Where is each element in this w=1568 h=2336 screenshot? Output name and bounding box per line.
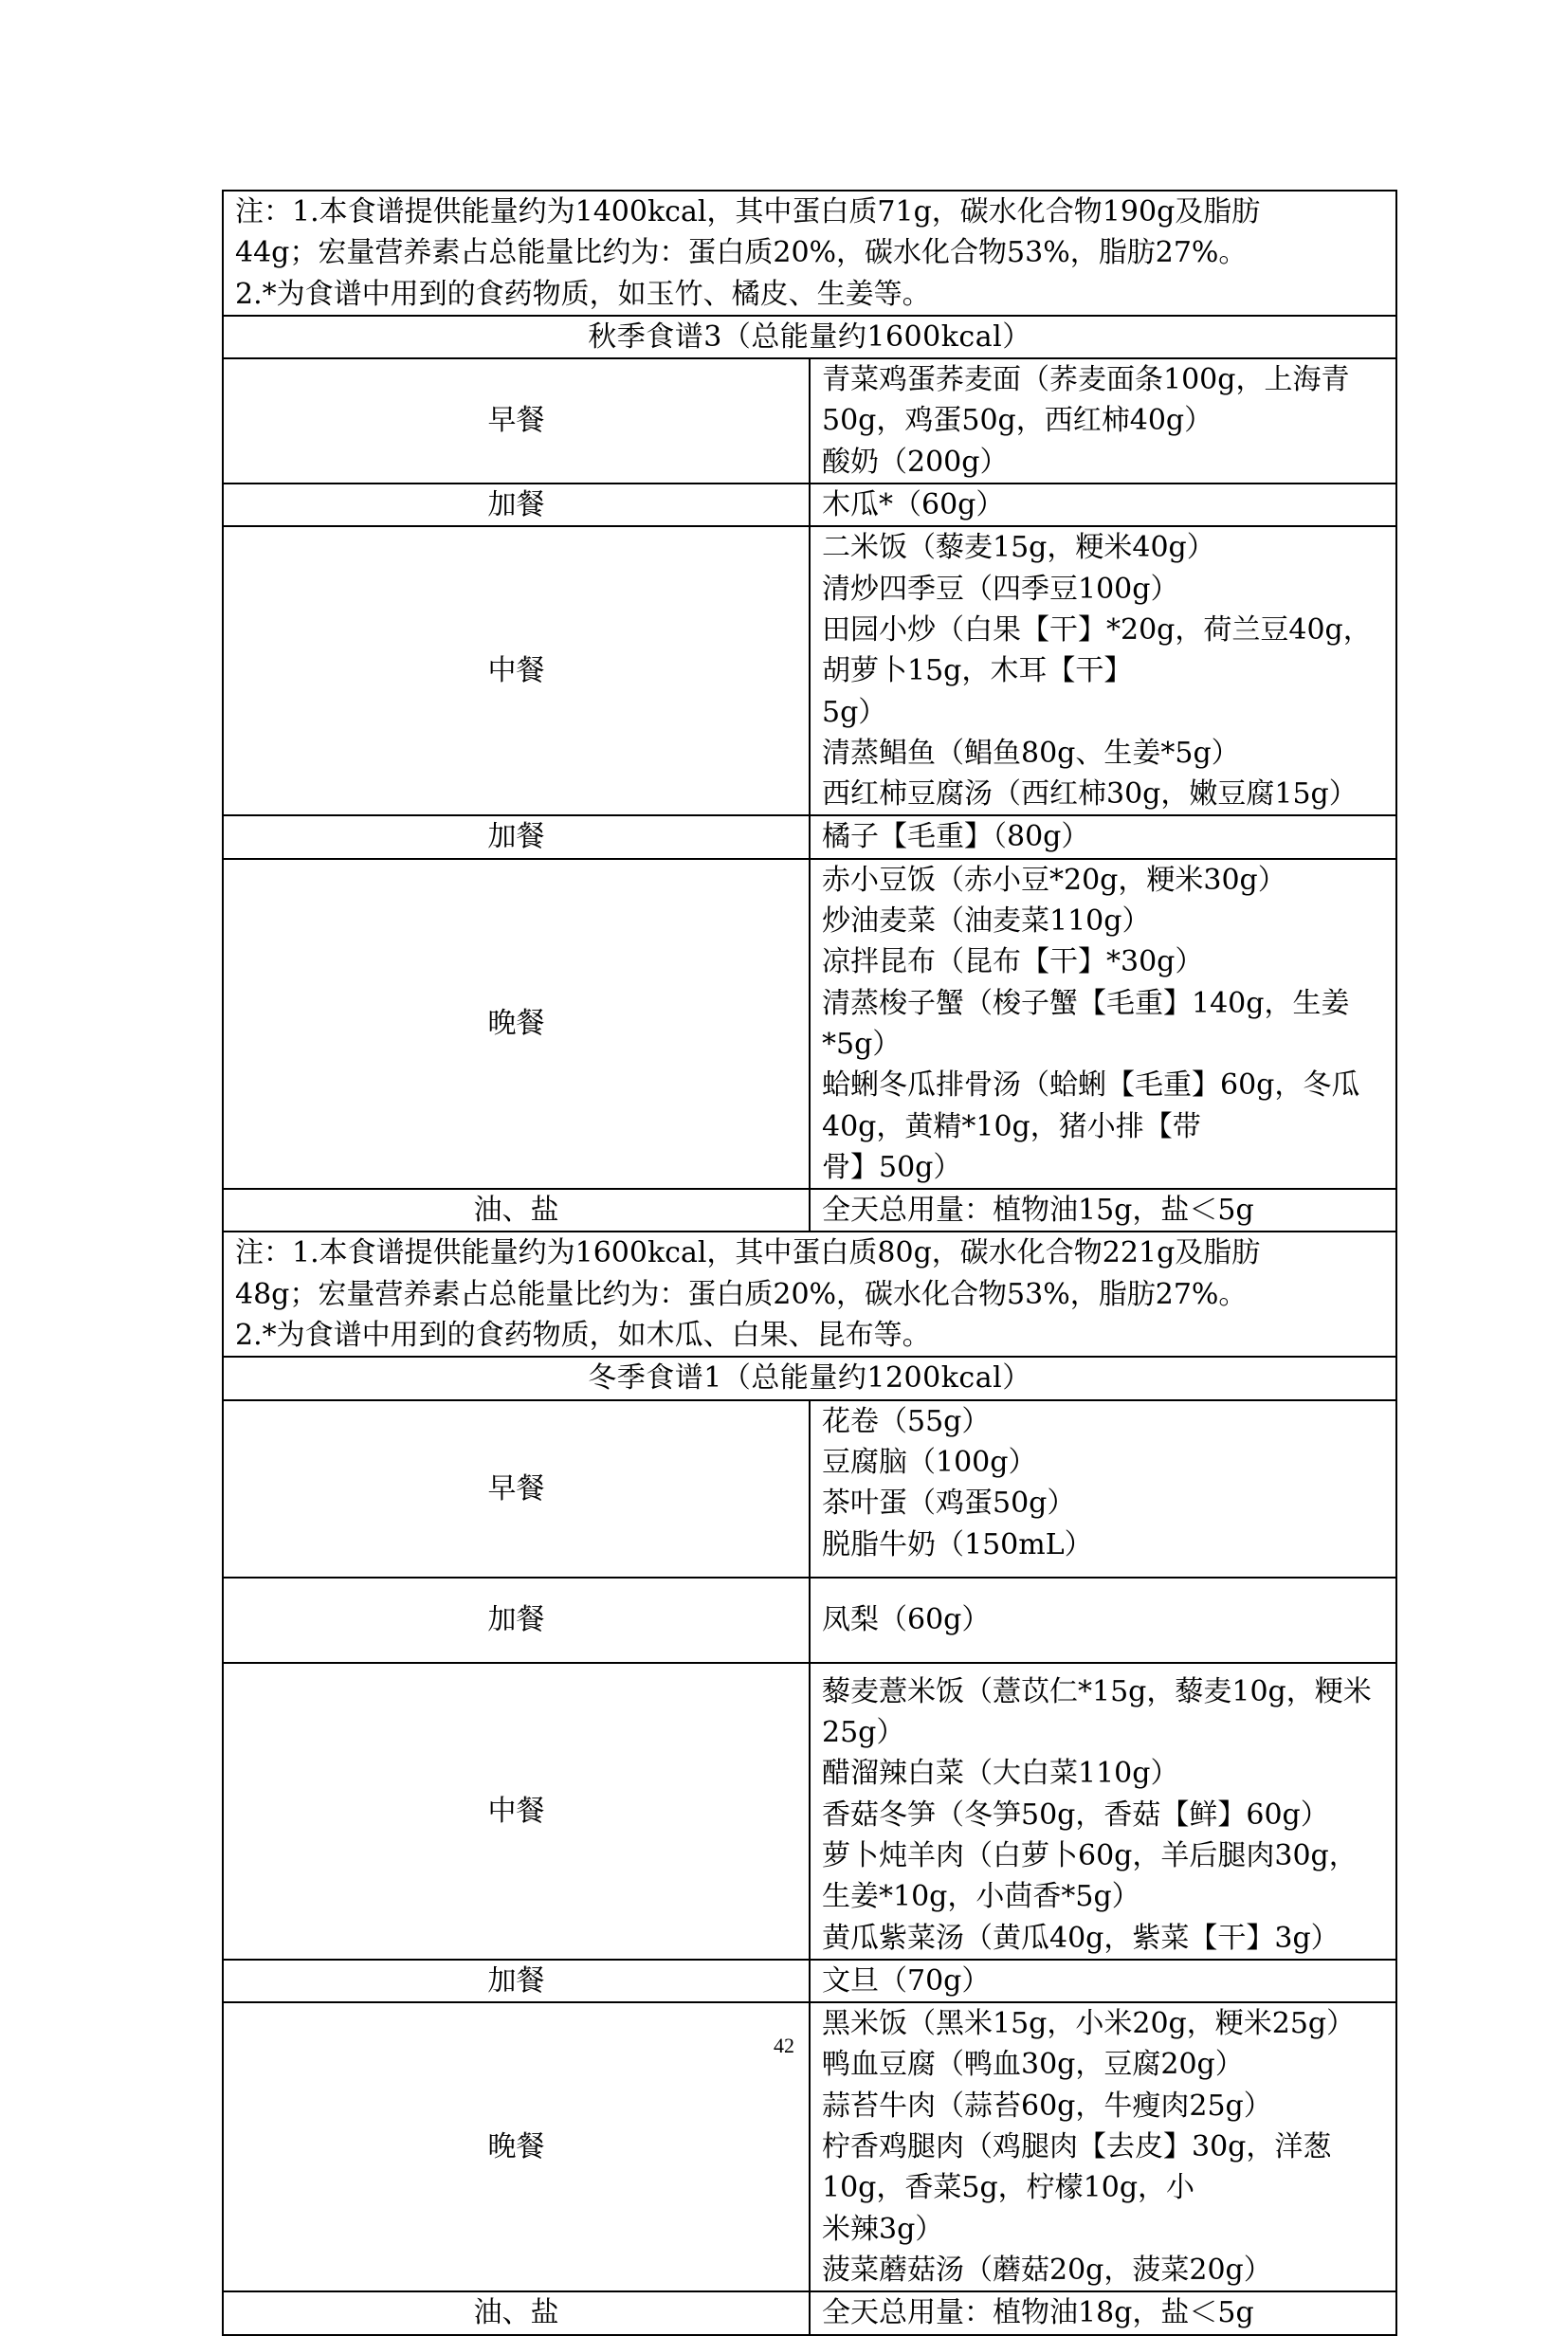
food-item: 茶叶蛋（鸡蛋50g） (822, 1487, 1076, 1521)
food-item: 蒜苔牛肉（蒜苔60g，牛瘦肉25g） (822, 2089, 1272, 2123)
meal-items (810, 358, 1396, 484)
food-item: 萝卜炖羊肉（白萝卜60g，羊后腿肉30g，生姜*10g，小茴香*5g） (822, 1838, 1358, 1914)
food-item: 鸭血豆腐（鸭血30g，豆腐20g） (822, 2048, 1244, 2082)
meal-items (810, 2291, 1396, 2334)
note-cell (223, 1232, 1396, 1357)
food-item: 橘子【毛重】（80g） (822, 820, 1090, 854)
food-item: 5g） (822, 695, 887, 729)
food-item: 黄瓜紫菜汤（黄瓜40g，紫菜【干】3g） (822, 1921, 1340, 1955)
food-item: 酸奶（200g） (822, 445, 1009, 479)
food-item: 黑米饭（黑米15g，小米20g，粳米25g） (822, 2007, 1356, 2041)
meal-label: 油、盐 (223, 2291, 810, 2334)
food-item: 藜麦薏米饭（薏苡仁*15g，藜麦10g，粳米25g） (822, 1674, 1372, 1750)
meal-items (810, 484, 1396, 526)
meal-label: 加餐 (223, 1960, 810, 2002)
note-row (223, 191, 1396, 316)
food-item: 豆腐脑（100g） (822, 1445, 1037, 1479)
food-item: 青菜鸡蛋荞麦面（荞麦面条100g，上海青50g，鸡蛋50g，西红柿40g） (822, 363, 1350, 438)
meal-row (223, 1578, 1396, 1663)
food-item: 蛤蜊冬瓜排骨汤（蛤蜊【毛重】60g，冬瓜40g，黄精*10g，猪小排【带 (822, 1068, 1360, 1143)
section-title: 秋季食谱3（总能量约1600kcal） (223, 316, 1396, 358)
meal-label: 油、盐 (223, 1189, 810, 1232)
note-cell (223, 191, 1396, 316)
food-item: 田园小炒（白果【干】*20g，荷兰豆40g，胡萝卜15g，木耳【干】 (822, 612, 1372, 688)
note-line: 44g；宏量营养素占总能量比约为：蛋白质20%，碳水化合物53%，脂肪27%。 (235, 236, 1248, 270)
section-title: 冬季食谱1（总能量约1200kcal） (223, 1357, 1396, 1399)
meal-row (223, 859, 1396, 1189)
food-item: 凉拌昆布（昆布【干】*30g） (822, 945, 1204, 979)
meal-label: 加餐 (223, 484, 810, 526)
meal-row (223, 1960, 1396, 2002)
food-item: 醋溜辣白菜（大白菜110g） (822, 1757, 1179, 1791)
food-item: 柠香鸡腿肉（鸡腿肉【去皮】30g，洋葱10g，香菜5g，柠檬10g，小 (822, 2130, 1332, 2205)
food-item: 赤小豆饭（赤小豆*20g，粳米30g） (822, 863, 1286, 897)
food-item: 米辣3g） (822, 2212, 944, 2246)
food-item: 清炒四季豆（四季豆100g） (822, 572, 1179, 606)
food-item: 菠菜蘑菇汤（蘑菇20g，菠菜20g） (822, 2253, 1272, 2287)
food-item: 西红柿豆腐汤（西红柿30g，嫩豆腐15g） (822, 777, 1358, 812)
meal-row (223, 815, 1396, 858)
meal-label: 加餐 (223, 1578, 810, 1663)
food-item: 香菇冬笋（冬笋50g，香菇【鲜】60g） (822, 1798, 1329, 1832)
food-item: 骨】50g） (822, 1150, 962, 1184)
meal-label: 加餐 (223, 815, 810, 858)
note-line: 48g；宏量营养素占总能量比约为：蛋白质20%，碳水化合物53%，脂肪27%。 (235, 1277, 1248, 1311)
meal-row (223, 1663, 1396, 1960)
meal-items (810, 1578, 1396, 1663)
note-line: 2.*为食谱中用到的食药物质，如木瓜、白果、昆布等。 (235, 1319, 931, 1353)
food-item: 脱脂牛奶（150mL） (822, 1527, 1093, 1561)
note-line: 注：1.本食谱提供能量约为1400kcal，其中蛋白质71g，碳水化合物190g及脂肪 (235, 195, 1261, 228)
recipe-table (222, 190, 1397, 2336)
meal-items (810, 1960, 1396, 2002)
section-title-row (223, 1357, 1396, 1399)
meal-row (223, 484, 1396, 526)
food-item: 清蒸梭子蟹（梭子蟹【毛重】140g，生姜*5g） (822, 986, 1350, 1061)
food-item: 全天总用量：植物油18g，盐＜5g (822, 2296, 1254, 2330)
meal-label: 中餐 (223, 526, 810, 815)
meal-row (223, 358, 1396, 484)
meal-items (810, 1400, 1396, 1578)
food-item: 花卷（55g） (822, 1404, 991, 1438)
food-item: 炒油麦菜（油麦菜110g） (822, 904, 1151, 939)
meal-items (810, 815, 1396, 858)
page-number: 42 (774, 2034, 794, 2057)
meal-label: 早餐 (223, 358, 810, 484)
meal-row (223, 1189, 1396, 1232)
meal-label: 晚餐 (223, 2002, 810, 2291)
meal-items (810, 859, 1396, 1189)
meal-row (223, 526, 1396, 815)
note-row (223, 1232, 1396, 1357)
food-item: 凤梨（60g） (822, 1603, 991, 1637)
meal-items (810, 1189, 1396, 1232)
meal-row (223, 2291, 1396, 2334)
section-title-row (223, 316, 1396, 358)
meal-row (223, 1400, 1396, 1578)
meal-label: 早餐 (223, 1400, 810, 1578)
meal-items (810, 1663, 1396, 1960)
note-line: 注：1.本食谱提供能量约为1600kcal，其中蛋白质80g，碳水化合物221g及脂肪 (235, 1236, 1261, 1270)
food-item: 二米饭（藜麦15g，粳米40g） (822, 531, 1215, 565)
food-item: 木瓜*（60g） (822, 488, 1005, 522)
meal-label: 晚餐 (223, 859, 810, 1189)
food-item: 文旦（70g） (822, 1963, 991, 1998)
meal-label: 中餐 (223, 1663, 810, 1960)
food-item: 全天总用量：植物油15g，盐＜5g (822, 1194, 1254, 1228)
food-item: 清蒸鲳鱼（鲳鱼80g、生姜*5g） (822, 736, 1240, 770)
note-line: 2.*为食谱中用到的食药物质，如玉竹、橘皮、生姜等。 (235, 277, 931, 311)
meal-items (810, 526, 1396, 815)
